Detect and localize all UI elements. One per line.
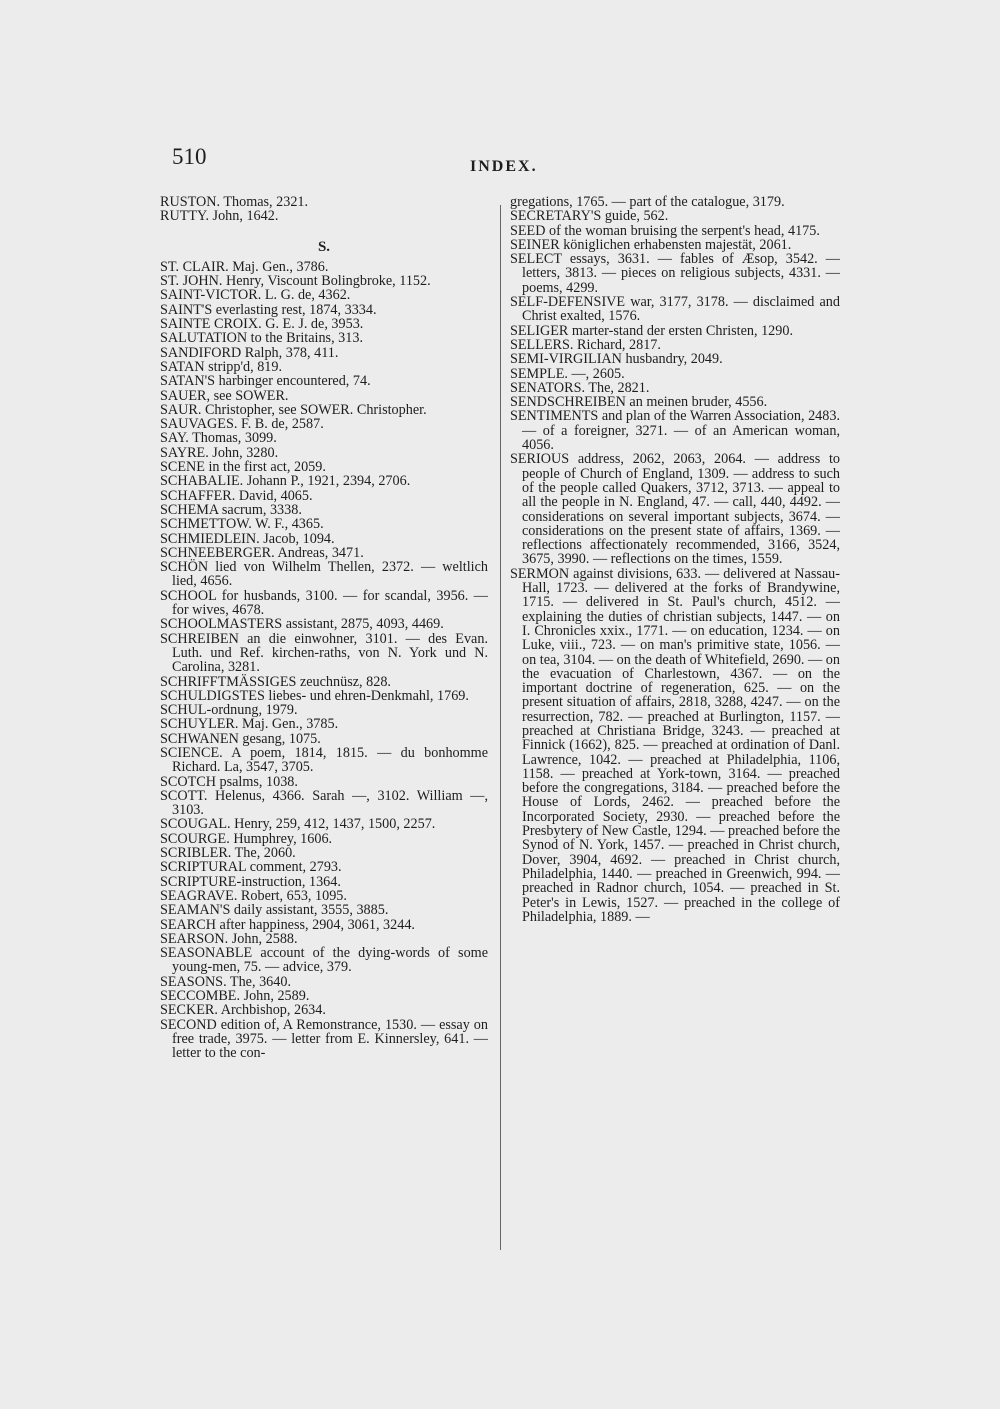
index-entry: ST. CLAIR. Maj. Gen., 3786.	[160, 258, 329, 275]
index-entry: SEINER königlichen erhabensten majestät, 2061.	[510, 236, 792, 253]
index-entry: SECCOMBE. John, 2589.	[160, 988, 310, 1005]
index-entry: SCHÖN lied von Wilhelm Thellen, 2372. — weltlich lied, 4656.	[160, 559, 488, 590]
page-number: 510	[172, 144, 207, 169]
index-entry: SCHMETTOW. W. F., 4365.	[160, 516, 324, 533]
index-entry: SCENE in the first act, 2059.	[160, 459, 326, 476]
index-entry: SAY. Thomas, 3099.	[160, 430, 277, 447]
index-entry: SAINT-VICTOR. L. G. de, 4362.	[160, 287, 351, 304]
index-entry: SAUVAGES. F. B. de, 2587.	[160, 416, 324, 433]
index-entry: SELF-DEFENSIVE war, 3177, 3178. — disclaimed and Christ exalted, 1576.	[510, 294, 840, 325]
index-entry: SEASONS. The, 3640.	[160, 973, 291, 990]
index-entry: SERIOUS address, 2062, 2063, 2064. — address to people of Church of England, 1309. — address to such of the people called Quakers, 3712, 3713. — appeal to all the people in N. England, 47. — call, 440, 4492. — considerations on several important subjects, 3674. — considerations on the present state of affairs, 1369. — reflections affectionately recommended, 3166, 3524, 3675, 3990. — reflections on the times, 1559.	[510, 451, 840, 568]
index-entry: SALUTATION to the Britains, 313.	[160, 330, 363, 347]
index-entry: SENTIMENTS and plan of the Warren Association, 2483. — of a foreigner, 3271. — of an American woman, 4056.	[510, 408, 840, 454]
index-entry: SAYRE. John, 3280.	[160, 444, 279, 461]
index-entry: SERMON against divisions, 633. — delivered at Nassau-Hall, 1723. — delivered at the forks of Brandywine, 1715. — delivered in St. Paul's church, 4512. — explaining the duties of christian subjects, 1447. — on I. Chronicles xxix., 1771. — on education, 1234. — on Luke, viii., 723. — on man's primitive state, 1056. — on tea, 3104. — on the death of Whitefield, 2690. — on the evacuation of Charlestown, 4367. — on the important doctrine of regeneration, 625. — on the present situation of affairs, 2818, 3288, 4247. — on the resurrection, 782. — preached at Burlington, 1157. — preached at Christiana Bridge, 3243. — preached at Finnick (1662), 825. — preached at ordination of Danl. Lawrence, 1042. — preached at Philadelphia, 1106, 1158. — preached at York-town, 3164. — preached before the congregations, 3184. — preached before the House of Lords, 2462. — preached before the Incorporated Society, 2930. — preached before the Presbytery of New Castle, 1294. — preached before the Synod of N. York, 1457. — preached in Christ church, Dover, 3904, 4692. — preached in Christ church, Philadelphia, 1440. — preached in Greenwich, 994. — preached in Radnor church, 1054. — preached in St. Peter's in Lewis, 1527. — preached in the college of Philadelphia, 1889. —	[510, 565, 840, 925]
index-entry: SCRIPTURAL comment, 2793.	[160, 859, 342, 876]
index-entry: RUSTON. Thomas, 2321.	[160, 194, 309, 210]
index-entry: SATAN stripp'd, 819.	[160, 358, 283, 375]
index-entry: SCHWANEN gesang, 1075.	[160, 730, 321, 747]
index-entry: SEAMAN'S daily assistant, 3555, 3885.	[160, 902, 389, 919]
section-letter: S.	[317, 238, 331, 255]
index-entry: SCRIBLER. The, 2060.	[160, 845, 296, 862]
index-entry: SCHEMA sacrum, 3338.	[160, 501, 302, 518]
right-column	[510, 195, 840, 924]
index-entry: SCRIPTURE-instruction, 1364.	[160, 873, 341, 890]
index-entry: SEMI-VIRGILIAN husbandry, 2049.	[510, 351, 723, 368]
index-entry: SAINTE CROIX. G. E. J. de, 3953.	[160, 316, 364, 333]
index-entry: SEED of the woman bruising the serpent's head, 4175.	[510, 222, 820, 239]
index-entry: SCHABALIE. Johann P., 1921, 2394, 2706.	[160, 473, 411, 490]
index-entry: SCHOOL for husbands, 3100. — for scandal, 3956. — for wives, 4678.	[160, 587, 488, 619]
left-entries-before	[160, 195, 488, 224]
index-entry: SCHOOLMASTERS assistant, 2875, 4093, 4469.	[160, 616, 444, 633]
index-entry: SEMPLE. —, 2605.	[510, 365, 625, 382]
index-entry: gregations, 1765. — part of the catalogue, 3179.	[510, 194, 785, 210]
index-entry: SCOUGAL. Henry, 259, 412, 1437, 1500, 2257.	[160, 816, 436, 833]
index-entry: SATAN'S harbinger encountered, 74.	[160, 373, 371, 390]
index-entry: SEARSON. John, 2588.	[160, 930, 298, 947]
left-column	[160, 195, 488, 1061]
index-entry: SENATORS. The, 2821.	[510, 379, 650, 396]
index-entry: SELECT essays, 3631. — fables of Æsop, 3542. — letters, 3813. — pieces on religious subjects, 4331. — poems, 4299.	[510, 251, 840, 296]
index-entry: SAUER, see SOWER.	[160, 387, 289, 404]
index-entry: SCHREIBEN an die einwohner, 3101. — des Evan. Luth. und Ref. kirchen-raths, von N. York und N. Carolina, 3281.	[160, 630, 488, 676]
running-title: INDEX.	[470, 158, 538, 175]
index-entry: SAUR. Christopher, see SOWER. Christopher.	[160, 401, 427, 418]
left-entries	[160, 260, 488, 1061]
index-entry: SEASONABLE account of the dying-words of some young-men, 75. — advice, 379.	[160, 945, 488, 976]
index-entry: SECOND edition of, A Remonstrance, 1530. — essay on free trade, 3975. — letter from E. Kinnersley, 641. — letter to the con-	[160, 1016, 488, 1062]
index-entry: SCOTCH psalms, 1038.	[160, 773, 298, 790]
index-entry: SENDSCHREIBEN an meinen bruder, 4556.	[510, 394, 768, 411]
column-divider	[500, 205, 501, 1250]
index-entry: SELLERS. Richard, 2817.	[510, 336, 661, 353]
index-entry: SANDIFORD Ralph, 378, 411.	[160, 344, 339, 361]
index-entry: SCHUL-ordnung, 1979.	[160, 702, 298, 719]
index-entry: SCHMIEDLEIN. Jacob, 1094.	[160, 530, 335, 547]
index-entry: RUTTY. John, 1642.	[160, 208, 279, 225]
index-entry: SCHRIFFTMÄSSIGES zeuchnüsz, 828.	[160, 673, 391, 690]
right-entries	[510, 195, 840, 924]
index-entry: SAINT'S everlasting rest, 1874, 3334.	[160, 301, 377, 318]
index-entry: SCOTT. Helenus, 4366. Sarah —, 3102. William —, 3103.	[160, 787, 488, 819]
index-entry: SCHULDIGSTES liebes- und ehren-Denkmahl, 1769.	[160, 687, 469, 704]
index-entry: SECKER. Archbishop, 2634.	[160, 1002, 326, 1019]
index-entry: SCIENCE. A poem, 1814, 1815. — du bonhomme Richard. La, 3547, 3705.	[160, 744, 488, 776]
index-entry: SCHUYLER. Maj. Gen., 3785.	[160, 716, 339, 733]
index-entry: SEAGRAVE. Robert, 653, 1095.	[160, 887, 347, 904]
index-entry: SELIGER marter-stand der ersten Christen, 1290.	[510, 322, 794, 339]
index-entry: ST. JOHN. Henry, Viscount Bolingbroke, 1152.	[160, 273, 431, 290]
index-entry: SCOURGE. Humphrey, 1606.	[160, 830, 333, 847]
index-entry: SEARCH after happiness, 2904, 3061, 3244.	[160, 916, 415, 933]
index-entry: SCHNEEBERGER. Andreas, 3471.	[160, 544, 364, 561]
index-entry: SCHAFFER. David, 4065.	[160, 487, 313, 504]
index-entry: SECRETARY'S guide, 562.	[510, 208, 669, 225]
